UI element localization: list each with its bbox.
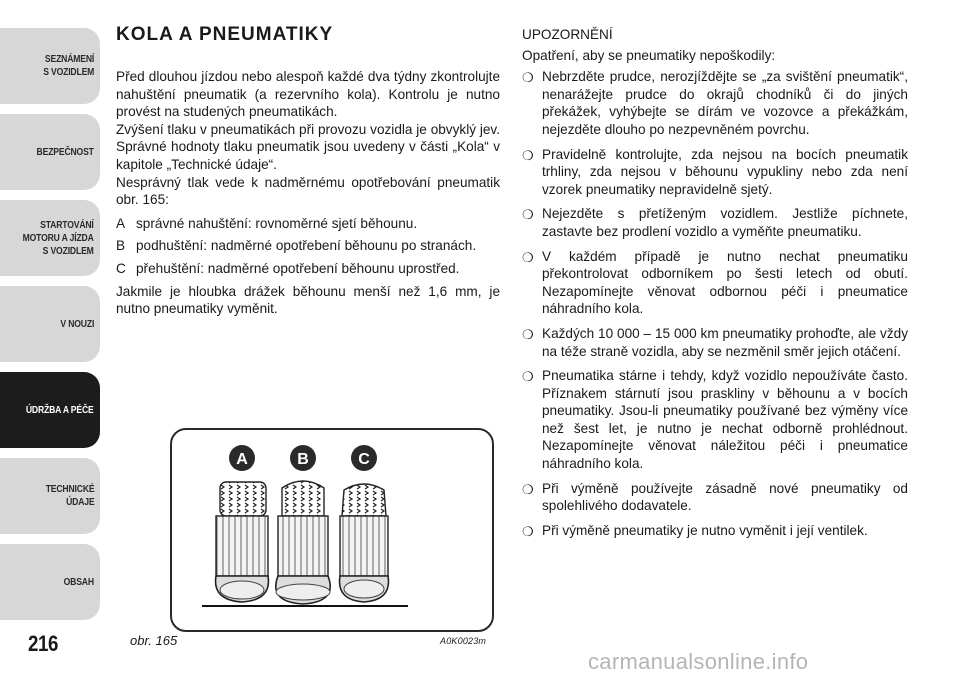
list-item xyxy=(522,367,908,473)
badge-c xyxy=(351,445,377,471)
tab-label: OBSAH xyxy=(63,575,94,588)
badge-label: C xyxy=(358,451,370,468)
warning-intro: Opatření, aby se pneumatiky nepoškodily: xyxy=(522,47,776,63)
tab-label: TECHNICKÉ ÚDAJE xyxy=(45,483,94,508)
tab-label: BEZPEČNOST xyxy=(36,145,94,158)
bullet-icon: ❍ xyxy=(522,249,534,265)
bullet-text: V každém případě je nutno nechat pneumatiku překontrolovat odborníkem po šesti letech od obutí. Nezapomínejte věnovat odbornou péči i pneumatice náhradního kola. xyxy=(542,248,908,317)
bullet-text: Pneumatika stárne i tehdy, když vozidlo nepoužíváte často. Příznakem stárnutí jsou praskliny v běhounu a v bocích pneumatiky. Jsou-li pneumatiky používané bez výměny více než šest let, je nutno je nechat odborně prohlédnout. Nezapomínejte věnovat náležitou péči i pneumatice náhradního kola. xyxy=(542,368,908,472)
paragraph: Jakmile je hloubka drážek běhounu menší než 1,6 mm, je nutno pneumatiky vyměnit. xyxy=(116,283,500,317)
bullet-text: Pravidelně kontrolujte, zda nejsou na bocích pneumatik trhliny, zda nejsou v běhounu vypukliny nebo zda není vzorek pneumatiky nepravidelně sjetý. xyxy=(542,146,908,197)
item-key: C xyxy=(116,260,126,276)
list-item xyxy=(522,480,908,515)
warning-list xyxy=(522,68,908,539)
bullet-icon: ❍ xyxy=(522,147,534,163)
tire-overinflated xyxy=(340,484,389,602)
list-item xyxy=(522,325,908,360)
tire-underinflated xyxy=(276,481,330,604)
list-item xyxy=(116,215,500,233)
bullet-text: Nejezděte s přetíženým vozidlem. Jestliže píchnete, zastavte bez prodlení vozidlo a vyměňte pneumatiku. xyxy=(542,206,908,239)
warning-heading: UPOZORNĚNÍ xyxy=(522,27,613,42)
section-title: KOLA A PNEUMATIKY xyxy=(116,24,334,45)
badge-a xyxy=(229,445,255,471)
item-text: podhuštění: nadměrné opotřebení běhounu po stranách. xyxy=(136,238,477,254)
item-text: přehuštění: nadměrné opotřebení běhounu uprostřed. xyxy=(136,260,460,276)
tire-illustration xyxy=(172,430,492,630)
pressure-list xyxy=(116,215,500,278)
tab-label: ÚDRŽBA A PÉČE xyxy=(26,403,94,416)
paragraph: Zvýšení tlaku v pneumatikách při provozu vozidla je obvyklý jev. Správné hodnoty tlaku pneumatik jsou uvedeny v části „Kola“ v kapitole „Technické údaje“. xyxy=(116,121,500,172)
badge-label: B xyxy=(297,451,309,468)
bullet-icon: ❍ xyxy=(522,207,534,223)
watermark: carmanualsonline.info xyxy=(588,649,809,674)
tab-startovani[interactable] xyxy=(0,200,100,276)
badge-b xyxy=(290,445,316,471)
tab-technicke-udaje[interactable] xyxy=(0,458,100,534)
figure-caption: obr. 165 xyxy=(130,633,178,648)
page-number: 216 xyxy=(28,631,58,656)
tab-label: V NOUZI xyxy=(60,317,94,330)
bullet-icon: ❍ xyxy=(522,523,534,539)
list-item xyxy=(522,146,908,199)
tire-figure xyxy=(170,428,494,632)
item-key: B xyxy=(116,238,126,254)
list-item xyxy=(522,522,908,540)
tab-obsah[interactable] xyxy=(0,544,100,620)
list-item xyxy=(522,68,908,138)
list-item xyxy=(116,237,500,255)
tab-label: SEZNÁMENÍ S VOZIDLEM xyxy=(43,53,94,78)
bullet-text: Při výměně pneumatiky je nutno vyměnit i její ventilek. xyxy=(542,522,868,538)
item-key: A xyxy=(116,215,126,231)
figure-code: A0K0023m xyxy=(440,636,487,646)
bullet-icon: ❍ xyxy=(522,481,534,497)
paragraph: Před dlouhou jízdou nebo alespoň každé dva týdny zkontrolujte nahuštění pneumatik (a rezervního kola). Kontrolu je nutno provést na studených pneumatikách. xyxy=(116,69,500,120)
tab-bezpecnost[interactable] xyxy=(0,114,100,190)
tab-udrzba[interactable] xyxy=(0,372,100,448)
right-column xyxy=(522,26,908,546)
paragraph: Nesprávný tlak vede k nadměrnému opotřebování pneumatik obr. 165: xyxy=(116,174,500,208)
badge-label: A xyxy=(236,451,248,468)
bullet-text: Při výměně používejte zásadně nové pneumatiky od spolehlivého dodavatele. xyxy=(542,480,908,514)
tab-v-nouzi[interactable] xyxy=(0,286,100,362)
list-item xyxy=(522,205,908,240)
bullet-icon: ❍ xyxy=(522,70,534,86)
tab-seznameni[interactable] xyxy=(0,28,100,104)
item-text: správné nahuštění: rovnoměrné sjetí běhounu. xyxy=(136,215,418,231)
list-item xyxy=(522,248,908,318)
list-item xyxy=(116,260,500,278)
left-column xyxy=(116,24,500,318)
bullet-text: Každých 10 000 – 15 000 km pneumatiky prohoďte, ale vždy na téže straně vozidla, aby se nezměnil směr jejich otáčení. xyxy=(542,325,908,359)
tire-correct xyxy=(216,482,269,602)
tab-label: STARTOVÁNÍ MOTORU A JÍZDA S VOZIDLEM xyxy=(22,218,94,257)
bullet-text: Nebrzděte prudce, nerozjíždějte se „za svištění pneumatik“, nenarážejte prudce do okrajů chodníků či do jiných překážek, vyhýbejte se dírám ve vozovce a překážkám, nejezděte dlouho po nezpevněném povrchu. xyxy=(542,69,908,137)
bullet-icon: ❍ xyxy=(522,326,534,342)
bullet-icon: ❍ xyxy=(522,369,534,385)
